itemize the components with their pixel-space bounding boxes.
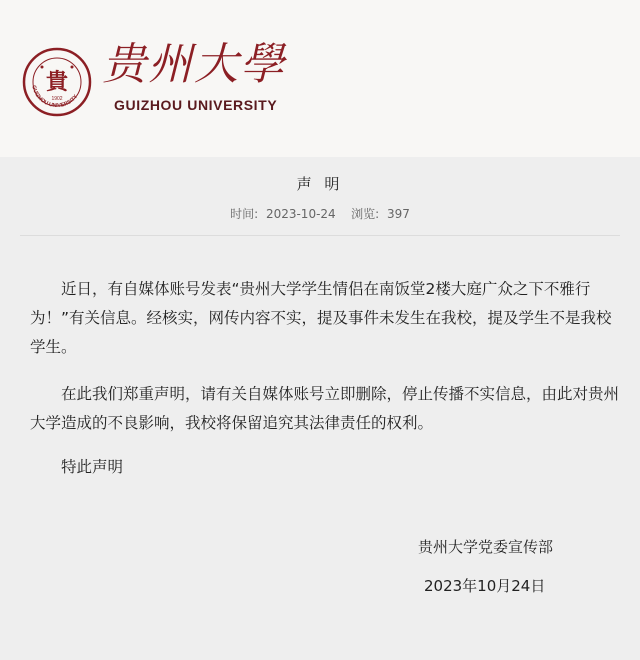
time-value: 2023-10-24	[265, 207, 336, 221]
views-label: 浏览:	[351, 207, 380, 221]
article-body	[30, 275, 620, 482]
article-paragraph: 近日，有自媒体账号发表“贵州大学学生情侣在南饭堂2楼大庭广众之下不雅行为！”有关信息。经核实，网传内容不实，提及事件未发生在我校，提及学生不是我校学生。	[30, 280, 612, 356]
article-paragraph: 特此声明	[61, 458, 124, 476]
article-paragraph: 在此我们郑重声明，请有关自媒体账号立即删除，停止传播不实信息，由此对贵州大学造成的不良影响，我校将保留追究其法律责任的权利。	[30, 385, 620, 432]
signature-org: 贵州大学党委宣传部	[418, 538, 554, 556]
signature-date: 2023年10月24日	[424, 577, 546, 595]
university-seal-icon[interactable]	[22, 47, 92, 117]
divider	[20, 235, 620, 236]
university-name-en[interactable]: GUIZHOU UNIVERSITY	[114, 97, 278, 113]
site-header	[0, 0, 640, 157]
time-label: 时间:	[230, 207, 259, 221]
article-container	[0, 157, 640, 660]
views-value: 397	[387, 207, 410, 221]
seal-character: 貴	[45, 69, 69, 95]
article-meta	[0, 205, 640, 222]
seal-ring-text: GUIZHOU UNIVERSITY	[30, 84, 80, 110]
article-title: 声 明	[296, 175, 344, 193]
seal-year: 1902	[51, 96, 63, 102]
university-name-cn[interactable]: 贵州大學	[102, 39, 286, 90]
